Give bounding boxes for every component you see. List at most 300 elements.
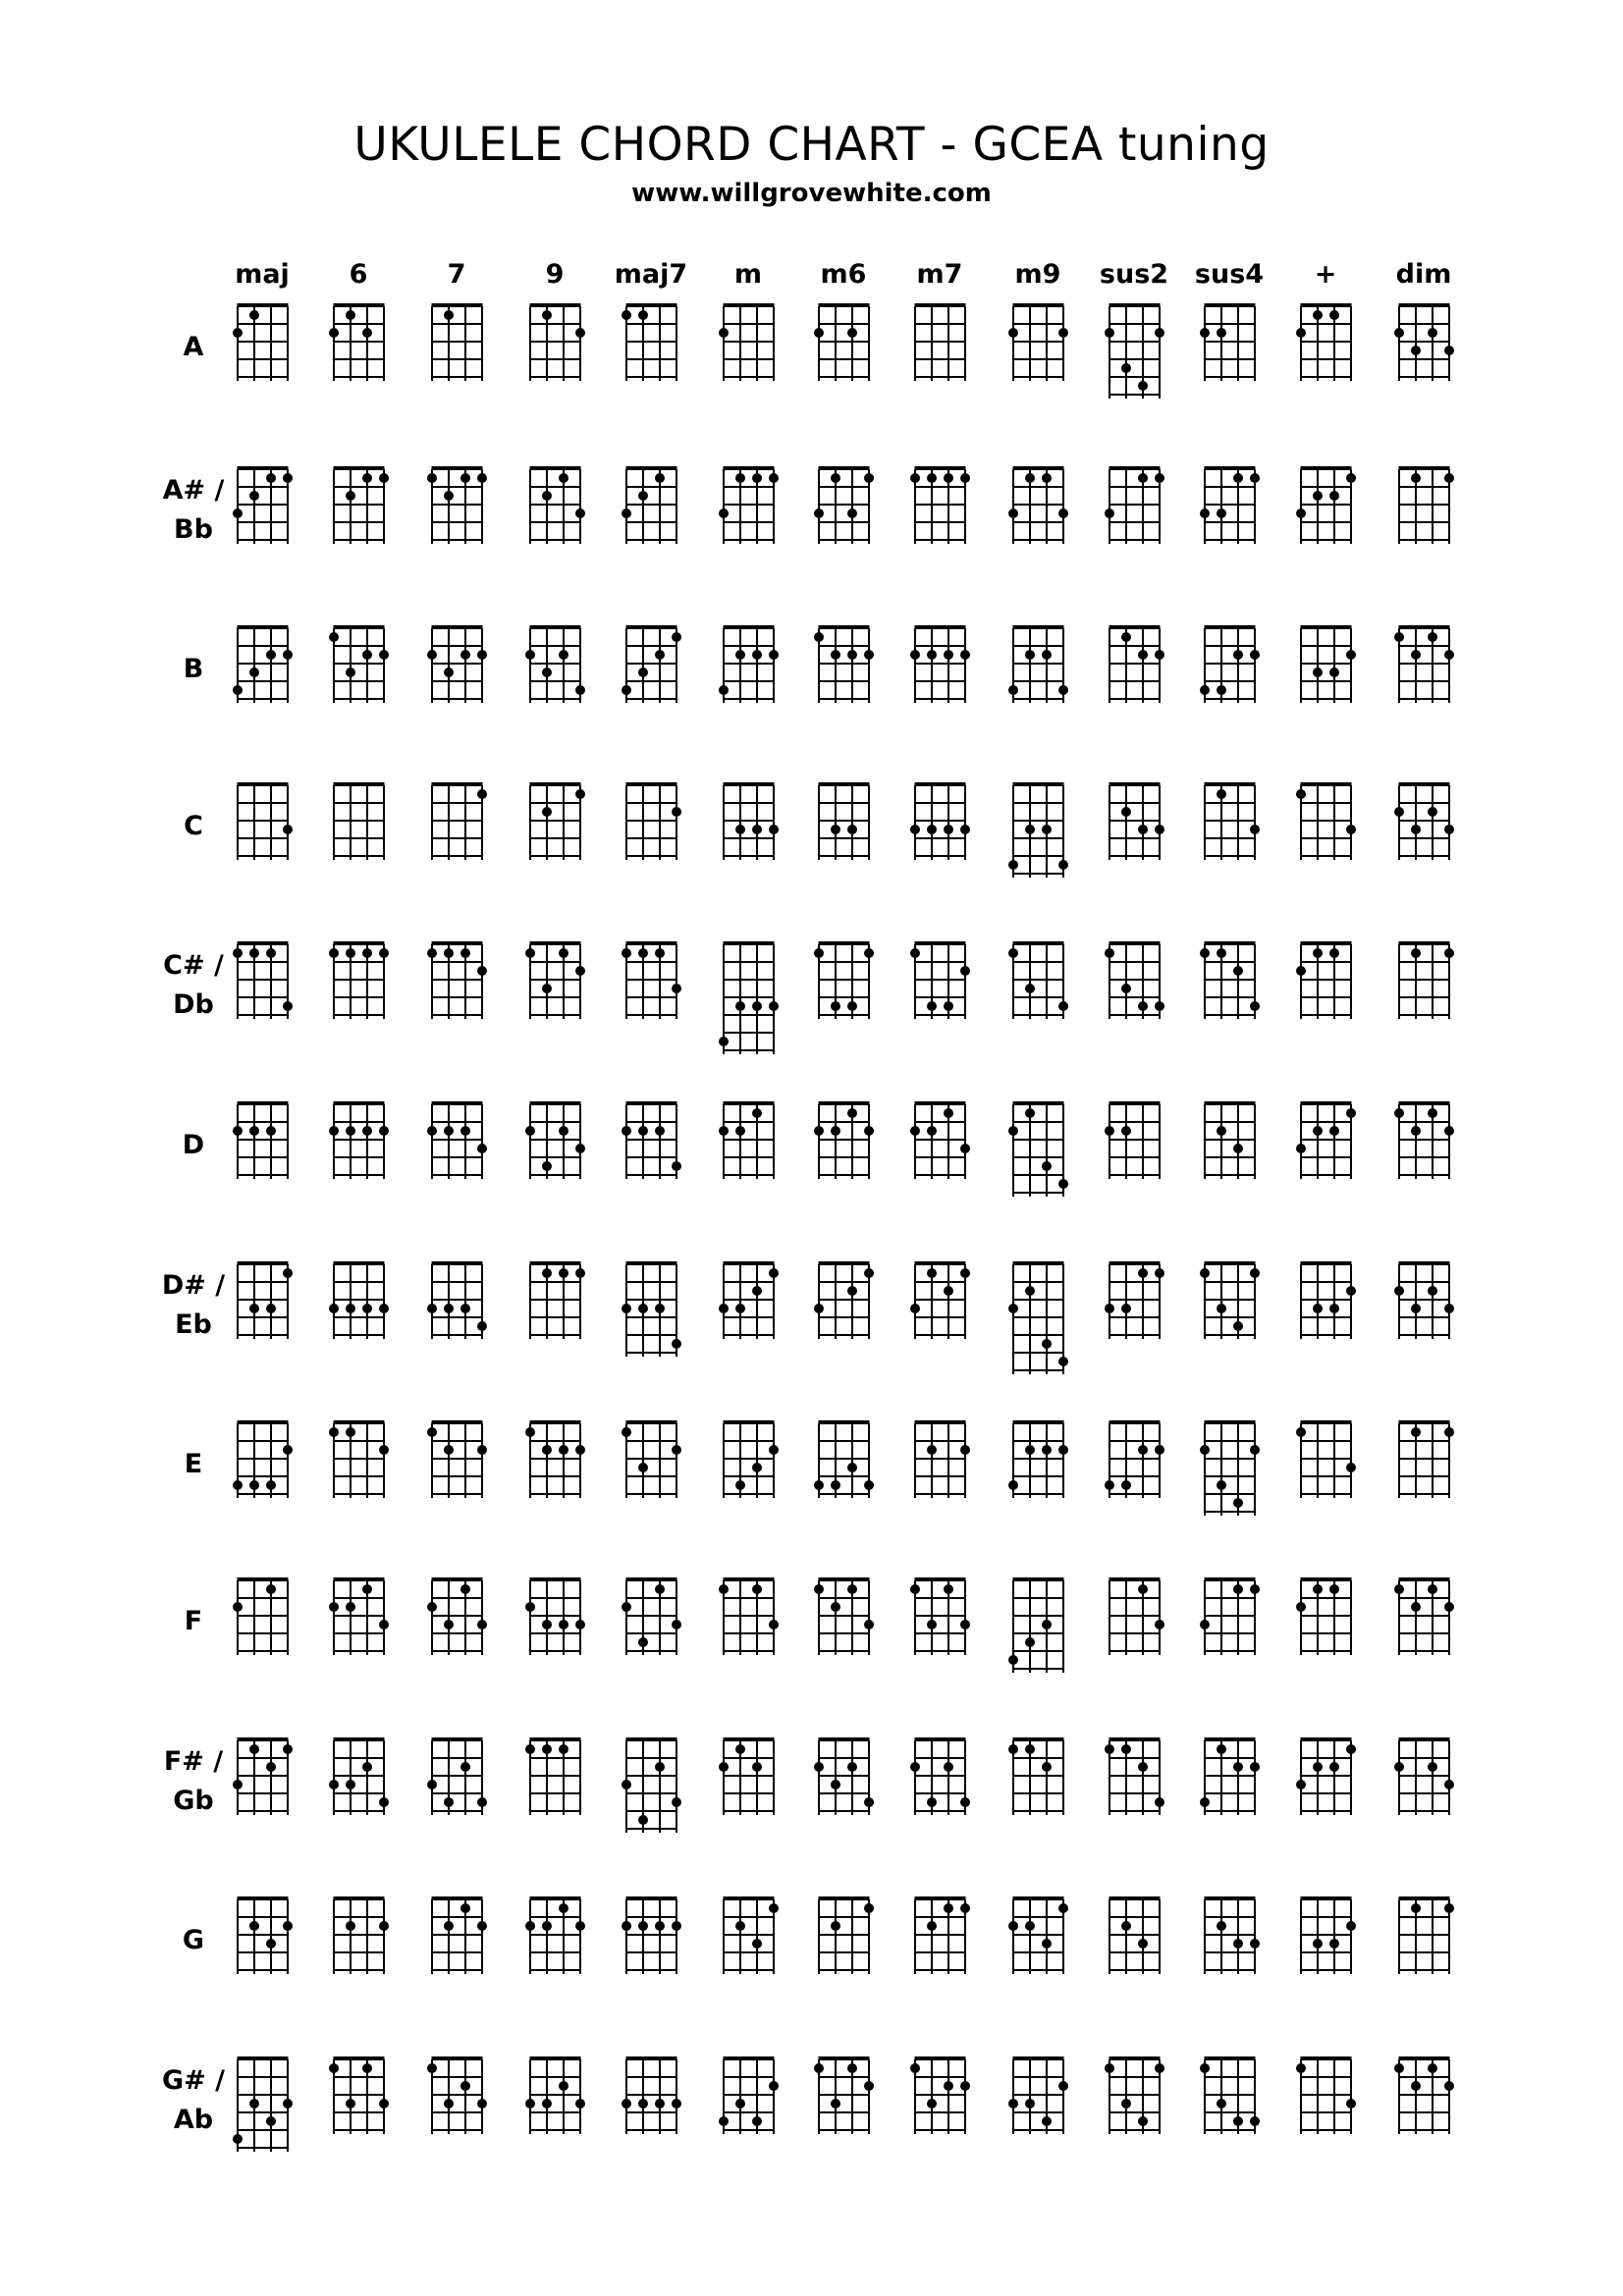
nut (914, 1577, 965, 1581)
finger-dot (622, 685, 631, 695)
nut (1204, 625, 1255, 629)
finger-dot (1058, 860, 1068, 870)
finger-dot (960, 1903, 970, 1913)
nut (1300, 1420, 1351, 1424)
finger-dot (1250, 1445, 1260, 1455)
finger-dot (1155, 328, 1164, 338)
nut (1204, 1737, 1255, 1741)
chord-diagram (714, 300, 784, 391)
chord-diagram (1003, 2054, 1073, 2144)
nut (1204, 1896, 1255, 1900)
nut (1109, 466, 1160, 470)
finger-dot (444, 491, 454, 501)
finger-dot (655, 1304, 665, 1313)
chord-diagram (1291, 1098, 1361, 1189)
chord-diagram (422, 1258, 492, 1349)
chord-diagram (1100, 463, 1169, 554)
finger-dot (1217, 789, 1226, 799)
nut (914, 625, 965, 629)
finger-dot (283, 2099, 293, 2109)
chord-diagram (1195, 463, 1265, 554)
finger-dot (444, 310, 454, 320)
finger-dot (525, 1602, 535, 1612)
chord-diagram (1003, 463, 1073, 554)
chord-diagram (520, 1098, 590, 1189)
finger-dot (1121, 1304, 1131, 1313)
nut (1300, 466, 1351, 470)
finger-dot (735, 1480, 745, 1490)
nut (1012, 2056, 1063, 2060)
finger-dot (460, 2081, 470, 2091)
finger-dot (1155, 1001, 1164, 1011)
finger-dot (1250, 1584, 1260, 1594)
finger-dot (249, 1480, 259, 1490)
finger-dot (575, 966, 585, 976)
finger-dot (1138, 1445, 1148, 1455)
chord-diagram (714, 1735, 784, 1825)
finger-dot (1296, 2063, 1306, 2073)
chord-diagram (1195, 1894, 1265, 1984)
chord-diagram (1195, 300, 1265, 391)
finger-dot (814, 328, 824, 338)
nut (237, 941, 288, 945)
finger-dot (233, 328, 243, 338)
nut (1109, 2056, 1160, 2060)
finger-dot (249, 667, 259, 677)
nut (529, 303, 580, 307)
finger-dot (1250, 473, 1260, 483)
finger-dot (559, 1744, 568, 1754)
finger-dot (847, 1108, 857, 1118)
nut (529, 625, 580, 629)
nut (529, 1101, 580, 1105)
finger-dot (655, 948, 665, 958)
finger-dot (1042, 1445, 1052, 1455)
finger-dot (814, 1584, 824, 1594)
chord-diagram (324, 2054, 394, 2144)
finger-dot (477, 789, 487, 799)
finger-dot (1411, 1602, 1421, 1612)
finger-dot (1329, 948, 1339, 958)
chord-diagram (1100, 1735, 1169, 1825)
finger-dot (477, 1144, 487, 1153)
finger-dot (249, 1304, 259, 1313)
chord-diagram (1291, 622, 1361, 713)
finger-dot (379, 2099, 389, 2109)
chord-diagram (809, 1894, 879, 1984)
finger-dot (672, 807, 681, 817)
finger-dot (1394, 1762, 1404, 1772)
finger-dot (1008, 1480, 1018, 1490)
finger-dot (831, 825, 840, 834)
nut (1012, 303, 1063, 307)
finger-dot (1042, 1762, 1052, 1772)
column-header: sus4 (1194, 259, 1265, 290)
finger-dot (655, 650, 665, 660)
finger-dot (1296, 508, 1306, 518)
finger-dot (960, 966, 970, 976)
finger-dot (525, 948, 535, 958)
chord-diagram (228, 1735, 298, 1825)
finger-dot (944, 1584, 953, 1594)
finger-dot (1155, 650, 1164, 660)
finger-dot (1329, 491, 1339, 501)
nut (914, 1737, 965, 1741)
finger-dot (638, 310, 648, 320)
chord-diagram (228, 1894, 298, 1984)
nut (723, 1737, 774, 1741)
chord-diagram (1291, 938, 1361, 1029)
nut (1398, 1420, 1449, 1424)
nut (1300, 782, 1351, 786)
nut (818, 2056, 869, 2060)
nut (914, 303, 965, 307)
finger-dot (927, 473, 937, 483)
finger-dot (460, 1304, 470, 1313)
finger-dot (831, 650, 840, 660)
finger-dot (1296, 1144, 1306, 1153)
finger-dot (575, 1445, 585, 1455)
finger-dot (769, 1445, 779, 1455)
finger-dot (362, 473, 372, 483)
chord-diagram (617, 1735, 686, 1842)
finger-dot (1233, 1762, 1243, 1772)
finger-dot (1217, 508, 1226, 518)
finger-dot (1296, 789, 1306, 799)
nut (333, 1896, 384, 1900)
finger-dot (1329, 310, 1339, 320)
finger-dot (249, 2099, 259, 2109)
finger-dot (1313, 667, 1323, 677)
finger-dot (831, 473, 840, 483)
finger-dot (1105, 1304, 1114, 1313)
nut (1012, 1577, 1063, 1581)
nut (914, 466, 965, 470)
finger-dot (575, 1144, 585, 1153)
finger-dot (910, 1126, 920, 1136)
chord-diagram (520, 622, 590, 713)
chord-diagram (1003, 300, 1073, 391)
chord-diagram (228, 1575, 298, 1665)
finger-dot (814, 2063, 824, 2073)
finger-dot (847, 508, 857, 518)
chord-diagram (617, 779, 686, 870)
column-header: maj (235, 259, 290, 290)
finger-dot (735, 2099, 745, 2109)
chord-diagram (324, 1258, 394, 1349)
nut (529, 1737, 580, 1741)
finger-dot (1008, 1655, 1018, 1665)
finger-dot (944, 1762, 953, 1772)
finger-dot (638, 491, 648, 501)
chord-diagram (324, 300, 394, 391)
chord-diagram (422, 1098, 492, 1189)
finger-dot (1411, 1427, 1421, 1437)
finger-dot (427, 948, 437, 958)
chord-diagram (228, 779, 298, 870)
finger-dot (346, 2099, 355, 2109)
finger-dot (525, 650, 535, 660)
chord-diagram (809, 1735, 879, 1825)
finger-dot (362, 650, 372, 660)
nut (529, 1896, 580, 1900)
finger-dot (266, 1584, 276, 1594)
nut (1204, 782, 1255, 786)
finger-dot (1394, 2063, 1404, 2073)
finger-dot (266, 650, 276, 660)
finger-dot (1042, 1161, 1052, 1171)
chord-diagram (520, 1417, 590, 1508)
finger-dot (329, 1427, 339, 1437)
finger-dot (460, 1584, 470, 1594)
chord-diagram (1100, 622, 1169, 713)
finger-dot (1313, 1304, 1323, 1313)
finger-dot (249, 948, 259, 958)
finger-dot (444, 1797, 454, 1807)
finger-dot (1444, 1903, 1454, 1913)
finger-dot (1411, 650, 1421, 660)
nut (723, 466, 774, 470)
finger-dot (1313, 948, 1323, 958)
nut (914, 1101, 965, 1105)
chord-diagram (1291, 463, 1361, 554)
finger-dot (944, 650, 953, 660)
chord-diagram (617, 2054, 686, 2144)
finger-dot (769, 1620, 779, 1629)
finger-dot (1138, 650, 1148, 660)
chord-root-label-line: G# / (161, 2065, 226, 2096)
finger-dot (1155, 1620, 1164, 1629)
finger-dot (638, 667, 648, 677)
nut (914, 1420, 965, 1424)
finger-dot (1233, 966, 1243, 976)
chord-diagram (905, 938, 975, 1029)
finger-dot (379, 1126, 389, 1136)
finger-dot (1105, 2063, 1114, 2073)
finger-dot (1217, 1921, 1226, 1931)
finger-dot (266, 1480, 276, 1490)
finger-dot (864, 473, 874, 483)
finger-dot (1329, 1939, 1339, 1949)
nut (529, 1577, 580, 1581)
nut (1300, 303, 1351, 307)
nut (431, 1261, 482, 1265)
nut (529, 2056, 580, 2060)
finger-dot (1008, 1304, 1018, 1313)
finger-dot (769, 473, 779, 483)
chord-diagram (228, 463, 298, 554)
finger-dot (477, 1620, 487, 1629)
finger-dot (1329, 1126, 1339, 1136)
finger-dot (1444, 1304, 1454, 1313)
nut (723, 2056, 774, 2060)
finger-dot (1217, 2099, 1226, 2109)
finger-dot (1313, 1584, 1323, 1594)
nut (431, 466, 482, 470)
finger-dot (1313, 1762, 1323, 1772)
nut (1398, 941, 1449, 945)
nut (1109, 782, 1160, 786)
nut (625, 1577, 676, 1581)
finger-dot (559, 1126, 568, 1136)
chord-diagram (520, 779, 590, 870)
nut (1204, 466, 1255, 470)
finger-dot (769, 1001, 779, 1011)
nut (914, 1261, 965, 1265)
finger-dot (847, 1286, 857, 1296)
finger-dot (1058, 328, 1068, 338)
finger-dot (1200, 2063, 1210, 2073)
finger-dot (1411, 2081, 1421, 2091)
nut (237, 1577, 288, 1581)
nut (818, 1101, 869, 1105)
finger-dot (752, 473, 762, 483)
nut (237, 1261, 288, 1265)
nut (1300, 1577, 1351, 1581)
finger-dot (1155, 1797, 1164, 1807)
chord-diagram (1291, 1575, 1361, 1665)
nut (333, 303, 384, 307)
finger-dot (283, 1445, 293, 1455)
finger-dot (1058, 1445, 1068, 1455)
finger-dot (233, 508, 243, 518)
finger-dot (1313, 310, 1323, 320)
finger-dot (735, 1921, 745, 1931)
chord-root-label-line: Gb (173, 1786, 214, 1816)
nut (1012, 782, 1063, 786)
finger-dot (575, 328, 585, 338)
chord-diagram (1389, 938, 1459, 1029)
chord-diagram (905, 1258, 975, 1349)
finger-dot (283, 1744, 293, 1754)
finger-dot (525, 1744, 535, 1754)
chord-diagram (324, 463, 394, 554)
column-header: sus2 (1099, 259, 1169, 290)
nut (1398, 2056, 1449, 2060)
finger-dot (460, 473, 470, 483)
chord-root-label-line: D# / (161, 1270, 226, 1301)
finger-dot (362, 948, 372, 958)
finger-dot (346, 491, 355, 501)
finger-dot (362, 1584, 372, 1594)
finger-dot (1121, 1480, 1131, 1490)
chord-root-label-line: C (184, 811, 203, 841)
finger-dot (814, 632, 824, 642)
finger-dot (542, 1620, 552, 1629)
finger-dot (1042, 473, 1052, 483)
nut (529, 782, 580, 786)
finger-dot (477, 1797, 487, 1807)
finger-dot (927, 1620, 937, 1629)
finger-dot (1313, 1939, 1323, 1949)
finger-dot (283, 1001, 293, 1011)
finger-dot (672, 1161, 681, 1171)
finger-dot (672, 1797, 681, 1807)
finger-dot (672, 1445, 681, 1455)
finger-dot (1008, 1126, 1018, 1136)
nut (1398, 625, 1449, 629)
finger-dot (1217, 1744, 1226, 1754)
chord-diagram (520, 1735, 590, 1825)
finger-dot (735, 1744, 745, 1754)
chord-root-label-line: Eb (175, 1309, 212, 1340)
finger-dot (1346, 1463, 1356, 1472)
nut (237, 625, 288, 629)
finger-dot (622, 1921, 631, 1931)
finger-dot (1008, 328, 1018, 338)
finger-dot (362, 1304, 372, 1313)
chord-diagram (809, 2054, 879, 2144)
chord-root-label-line: G (182, 1925, 205, 1955)
nut (1398, 1737, 1449, 1741)
nut (625, 2056, 676, 2060)
finger-dot (638, 1921, 648, 1931)
nut (818, 1737, 869, 1741)
chord-diagram (422, 1575, 492, 1665)
finger-dot (575, 1620, 585, 1629)
finger-dot (1025, 2099, 1035, 2109)
finger-dot (672, 632, 681, 642)
chord-diagram (809, 1098, 879, 1189)
finger-dot (1155, 1268, 1164, 1278)
chord-diagram (520, 463, 590, 554)
finger-dot (719, 508, 729, 518)
chord-diagram (1003, 1258, 1073, 1384)
finger-dot (910, 825, 920, 834)
nut (529, 1420, 580, 1424)
chord-diagram (1003, 622, 1073, 713)
finger-dot (735, 1126, 745, 1136)
finger-dot (542, 1921, 552, 1931)
finger-dot (622, 2099, 631, 2109)
finger-dot (1428, 2063, 1437, 2073)
chord-diagram (1100, 1894, 1169, 1984)
finger-dot (944, 1903, 953, 1913)
finger-dot (427, 1126, 437, 1136)
finger-dot (752, 1762, 762, 1772)
nut (625, 1101, 676, 1105)
chord-diagram (809, 779, 879, 870)
finger-dot (1217, 1126, 1226, 1136)
finger-dot (847, 1762, 857, 1772)
finger-dot (379, 1921, 389, 1931)
finger-dot (542, 310, 552, 320)
chord-diagram (1100, 1098, 1169, 1189)
finger-dot (1411, 346, 1421, 355)
finger-dot (864, 650, 874, 660)
finger-dot (559, 1903, 568, 1913)
finger-dot (1250, 2116, 1260, 2126)
finger-dot (559, 1268, 568, 1278)
finger-dot (719, 1304, 729, 1313)
chord-diagram (520, 1894, 590, 1984)
finger-dot (638, 1637, 648, 1647)
finger-dot (672, 984, 681, 993)
finger-dot (542, 1161, 552, 1171)
nut (1300, 941, 1351, 945)
finger-dot (1155, 1445, 1164, 1455)
chord-diagram (1100, 1575, 1169, 1665)
finger-dot (559, 650, 568, 660)
finger-dot (927, 1797, 937, 1807)
finger-dot (735, 473, 745, 483)
chord-diagram (714, 779, 784, 870)
nut (333, 1261, 384, 1265)
nut (1012, 941, 1063, 945)
finger-dot (1428, 807, 1437, 817)
finger-dot (346, 1602, 355, 1612)
finger-dot (1155, 473, 1164, 483)
